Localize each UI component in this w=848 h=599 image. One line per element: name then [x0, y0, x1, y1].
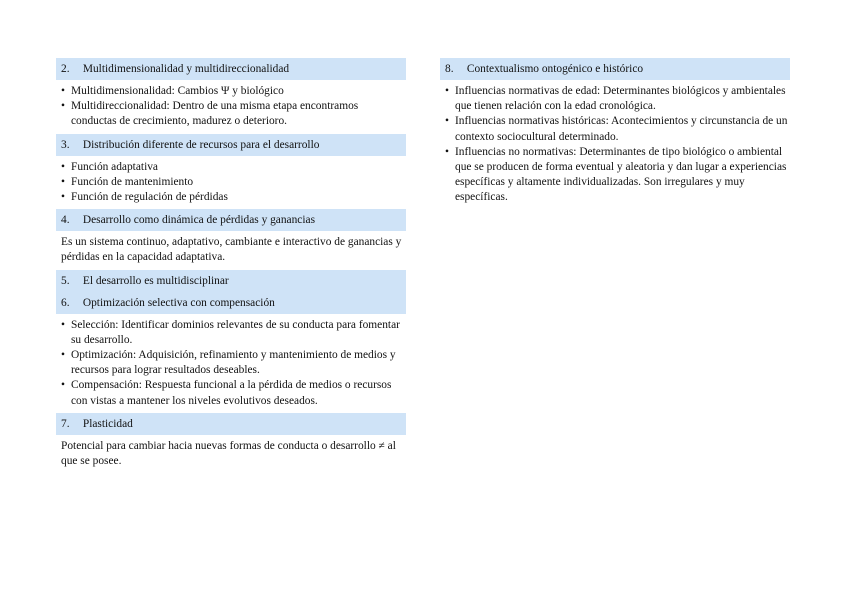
section-header: [56, 209, 406, 231]
bullet-list: [61, 84, 406, 130]
section-body: [56, 156, 406, 210]
section-title: Desarrollo como dinámica de pérdidas y ganancias: [82, 214, 316, 227]
section-title: Multidimensionalidad y multidireccionalidad: [82, 63, 290, 75]
section-title: Contextualismo ontogénico e histórico: [466, 63, 644, 75]
section-header: [56, 270, 406, 292]
list-item: • Función de regulación de pérdidas: [61, 190, 406, 205]
list-item: • Influencias normativas históricas: Acontecimientos y circunstancia de un contexto sociocultural determinado.: [445, 114, 790, 144]
section-title: Plasticidad: [82, 417, 133, 430]
list-item: • Influencias normativas de edad: Determinantes biológicos y ambientales que tienen relación con la edad cronológica.: [445, 84, 790, 114]
section-body: [56, 80, 406, 134]
bullet-list: [445, 84, 790, 206]
section-number: 8.: [445, 63, 454, 75]
section-header: [440, 58, 790, 80]
section-number: 3.: [61, 138, 70, 151]
left-column: [56, 58, 406, 473]
section-number: 5.: [61, 274, 70, 287]
section-header: [56, 58, 406, 80]
section-number: 2.: [61, 63, 70, 75]
section-number: 6.: [61, 296, 70, 309]
list-item: • Función adaptativa: [61, 160, 406, 175]
bullet-list: [61, 318, 406, 409]
list-item: • Selección: Identificar dominios relevantes de su conducta para fomentar su desarrollo.: [61, 318, 406, 348]
right-column: [440, 58, 790, 210]
list-item: • Multidireccionalidad: Dentro de una misma etapa encontramos conductas de crecimiento, madurez o deterioro.: [61, 99, 406, 129]
list-item: • Optimización: Adquisición, refinamiento y mantenimiento de medios y recursos para lograr resultados deseables.: [61, 348, 406, 378]
list-item: • Multidimensionalidad: Cambios Ψ y biológico: [61, 84, 406, 99]
section-header: [56, 134, 406, 156]
bullet-list: [61, 160, 406, 206]
section-title: Distribución diferente de recursos para el desarrollo: [82, 138, 320, 151]
list-item: • Función de mantenimiento: [61, 175, 406, 190]
paragraph: Potencial para cambiar hacia nuevas formas de conducta o desarrollo ≠ al que se posee.: [61, 439, 396, 468]
section-title: Optimización selectiva con compensación: [82, 296, 275, 309]
section-body: [56, 314, 406, 413]
section-header: [56, 413, 406, 435]
section-header: [56, 292, 406, 314]
section-title: El desarrollo es multidisciplinar: [82, 274, 229, 287]
section-number: 4.: [61, 214, 70, 227]
section-body: [56, 231, 406, 269]
section-number: 7.: [61, 417, 70, 430]
list-item: • Influencias no normativas: Determinantes de tipo biológico o ambiental que se producen de forma eventual y aleatoria y dan lugar a experiencias específicas y altamente individualizadas. Son irregulares y muy específicas.: [445, 145, 790, 206]
section-body: [440, 80, 790, 210]
paragraph: Es un sistema continuo, adaptativo, cambiante e interactivo de ganancias y pérdidas en la capacidad adaptativa.: [61, 236, 402, 264]
list-item: • Compensación: Respuesta funcional a la pérdida de medios o recursos con vistas a mantener los niveles evolutivos deseados.: [61, 378, 406, 408]
section-body: [56, 435, 406, 473]
